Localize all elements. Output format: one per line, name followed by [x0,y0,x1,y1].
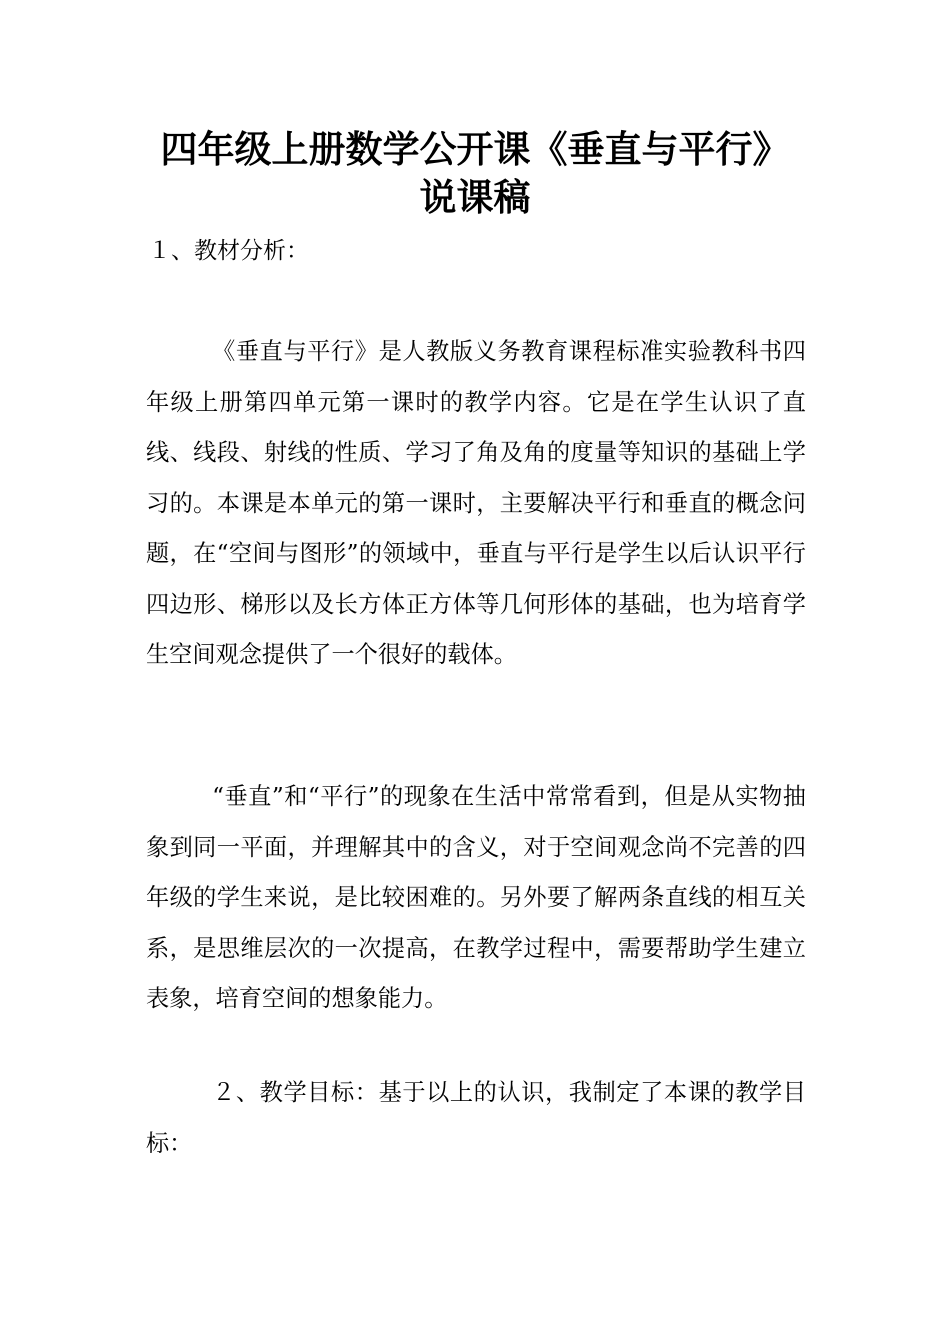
paragraph-material-analysis: 《垂直与平行》是人教版义务教育课程标准实验教科书四年级上册第四单元第一课时的教学内容。它是在学生认识了直线、线段、射线的性质、学习了角及角的度量等知识的基础上学习的。本课是本单元的第一课时，主要解决平行和垂直的概念问题，在“空间与图形”的领域中，垂直与平行是学生以后认识平行四边形、梯形以及长方体正方体等几何形体的基础，也为培育学生空间观念提供了一个很好的载体。 [146,338,806,668]
paragraph-difficulty: “垂直”和“平行”的现象在生活中常常看到，但是从实物抽象到同一平面，并理解其中的含义，对于空间观念尚不完善的四年级的学生来说，是比较困难的。另外要了解两条直线的相互关系，是思维层次的一次提高，在教学过程中，需要帮助学生建立表象，培育空间的想象能力。 [146,783,806,1012]
document-title: 四年级上册数学公开课《垂直与平行》 [160,128,790,171]
section-heading-material-analysis: １、教材分析： [148,238,309,264]
document-subtitle: 说课稿 [419,176,531,219]
paragraph-teaching-goals: ２、教学目标：基于以上的认识，我制定了本课的教学目标： [146,1079,806,1157]
